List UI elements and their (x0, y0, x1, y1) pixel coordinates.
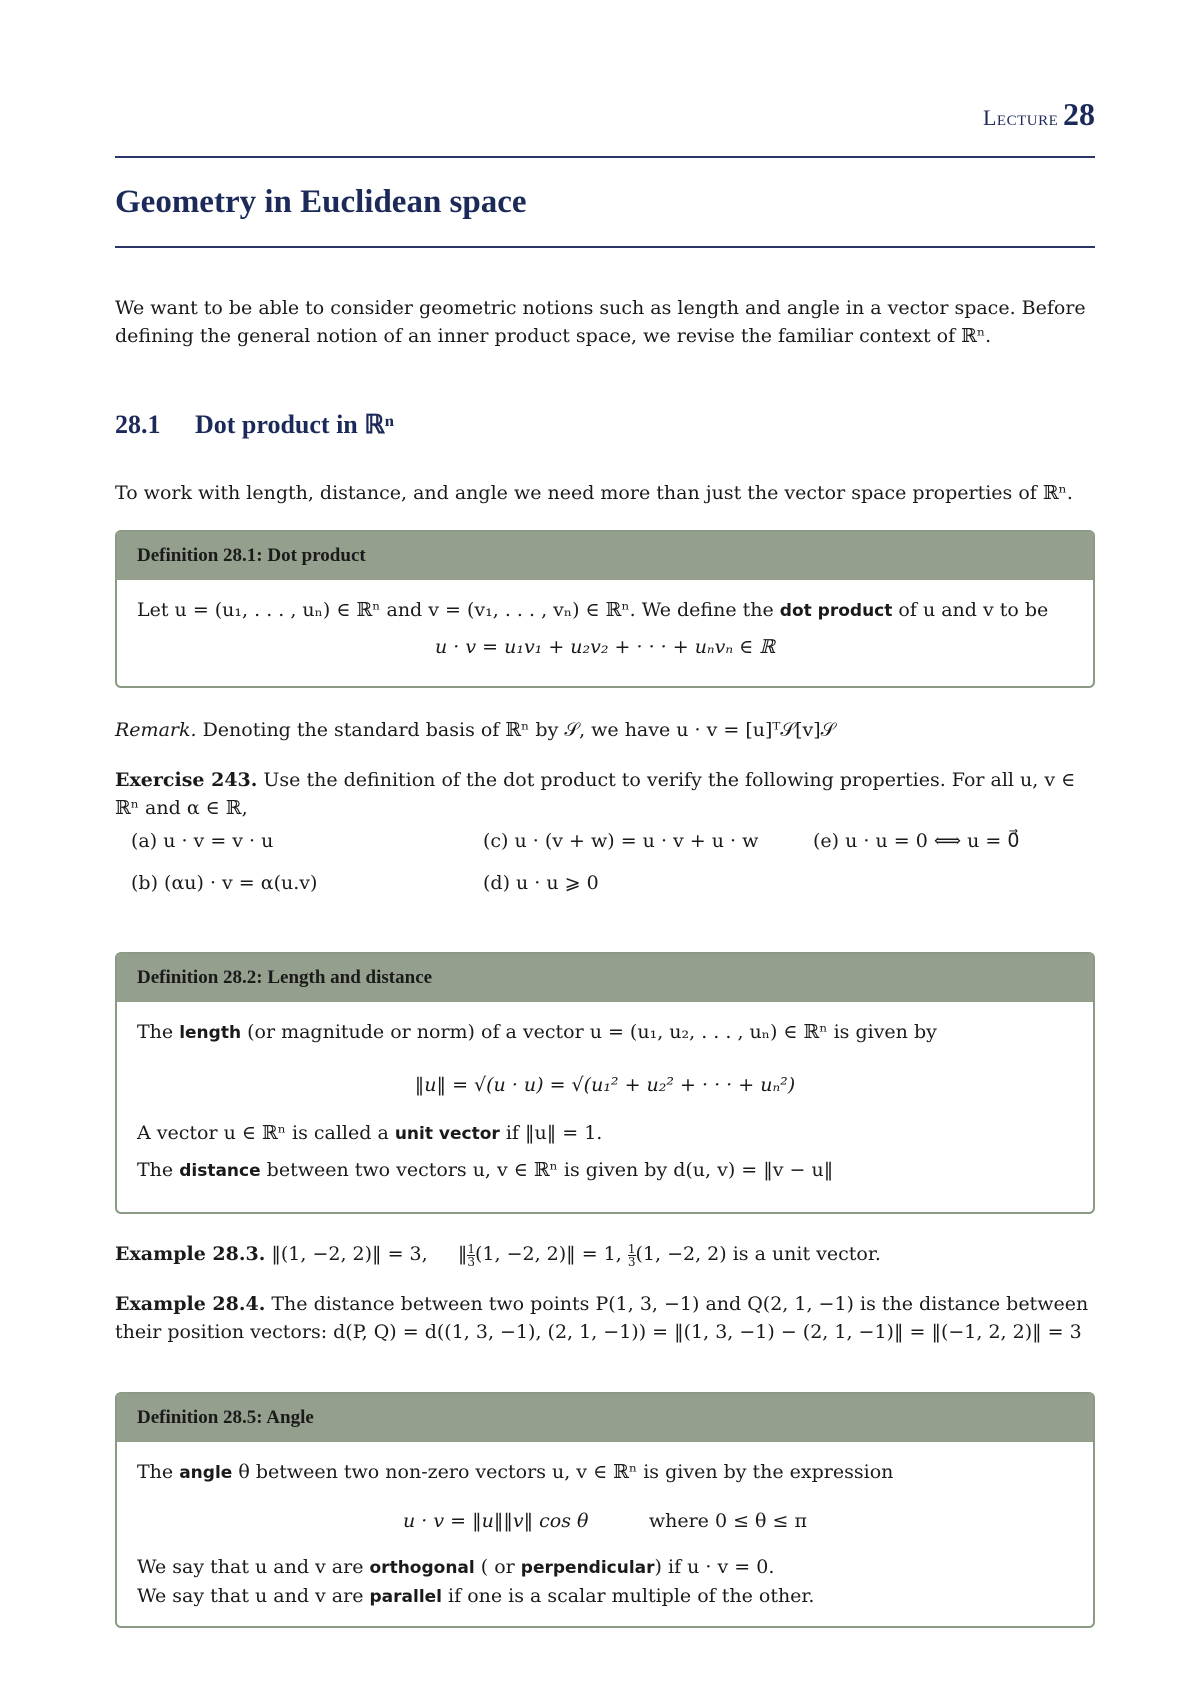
section-heading (115, 410, 394, 440)
def-text-pre: The (137, 1461, 180, 1483)
lecture-word: Lecture (982, 105, 1059, 130)
def-text-post: ) if u · v = 0. (654, 1556, 775, 1578)
angle-formula (137, 1507, 1073, 1535)
example-28-3 (115, 1240, 1095, 1268)
lecture-header (983, 96, 1095, 133)
unit-vector-text (137, 1119, 1073, 1148)
length-formula: ‖u‖ = √(u · u) = √(u₁² + u₂² + · · · + uₙ²) (414, 1074, 796, 1096)
def-text-post: of u and v to be (892, 599, 1049, 621)
fraction-denominator: 3 (467, 1254, 476, 1269)
fraction-one-third (628, 1243, 636, 1268)
def-text-post: θ between two non-zero vectors u, v ∈ ℝⁿ is given by the expression (232, 1461, 894, 1483)
remark-text: Denoting the standard basis of ℝⁿ by 𝒮, we have u · v = [u]ᵀ𝒮[v]𝒮 (202, 719, 836, 741)
def-text-pre: We say that u and v are (137, 1585, 370, 1607)
angle-formula-condition: where 0 ≤ θ ≤ π (648, 1510, 807, 1532)
length-definition-text (137, 1018, 1073, 1047)
example-text-1: ‖(1, −2, 2)‖ = 3, (271, 1243, 428, 1265)
section-title: Dot product in ℝⁿ (195, 410, 394, 439)
orthogonal-text (137, 1553, 1073, 1582)
def-text-pre: The (137, 1021, 180, 1043)
distance-text (137, 1156, 1073, 1185)
fraction-numerator: 1 (467, 1241, 476, 1256)
section-lead: To work with length, distance, and angle we need more than just the vector space properties of ℝⁿ. (115, 482, 1073, 504)
definition-angle (115, 1392, 1095, 1628)
term-unit-vector: unit vector (394, 1124, 500, 1144)
term-parallel: parallel (369, 1587, 443, 1607)
dot-product-formula: u · v = u₁v₁ + u₂v₂ + · · · + uₙvₙ ∈ ℝ (435, 636, 775, 658)
term-angle: angle (179, 1463, 233, 1483)
fraction-numerator: 1 (627, 1241, 636, 1256)
def-text-mid: ( or (474, 1556, 521, 1578)
definition-heading: Definition 28.1: Dot product (117, 532, 1093, 580)
exercise-item-e: (e) u · u = 0 ⟺ u = 0⃗ (813, 830, 1020, 852)
fraction-one-third (467, 1243, 475, 1268)
exercise-item-b: (b) (αu) · v = α(u.v) (131, 872, 318, 894)
def-text-pre: Let u = (u₁, . . . , uₙ) ∈ ℝⁿ and v = (v₁, . . . , vₙ) ∈ ℝⁿ. We define the (137, 599, 780, 621)
term-dot-product: dot product (779, 601, 893, 621)
def-text-post: (or magnitude or norm) of a vector u = (u₁, u₂, . . . , uₙ) ∈ ℝⁿ is given by (241, 1021, 937, 1043)
term-length: length (179, 1023, 242, 1043)
exercise-label: Exercise 243. (115, 769, 258, 791)
example-text: The distance between two points P(1, 3, −1) and Q(2, 1, −1) is the distance between their position vectors: d(P, Q) = d((1, 3, −1), (2, 1, −1)) = ‖(1, 3, −1) − (2, 1, −1)‖ = ‖(−1, 2, 2)‖ = 3 (115, 1293, 1089, 1343)
rule-bottom (115, 246, 1095, 248)
definition-dot-product (115, 530, 1095, 688)
remark (115, 716, 1095, 744)
exercise-item-d: (d) u · u ⩾ 0 (483, 872, 599, 894)
rule-top (115, 156, 1095, 158)
example-28-4 (115, 1290, 1095, 1346)
def-text-post: between two vectors u, v ∈ ℝⁿ is given by d(u, v) = ‖v − u‖ (260, 1159, 834, 1181)
def-text-pre: The (137, 1159, 180, 1181)
def-text-pre: A vector u ∈ ℝⁿ is called a (137, 1122, 395, 1144)
exercise-item-c: (c) u · (v + w) = u · v + u · w (483, 830, 759, 852)
exercise (115, 766, 1095, 822)
term-distance: distance (179, 1161, 261, 1181)
intro-paragraph: We want to be able to consider geometric notions such as length and angle in a vector space. Before defining the general notion of an inner product space, we revise the familiar context of ℝⁿ. (115, 297, 1086, 347)
def-text-pre: We say that u and v are (137, 1556, 370, 1578)
definition-length-distance (115, 952, 1095, 1214)
def-text-post: if ‖u‖ = 1. (499, 1122, 603, 1144)
remark-label: Remark. (115, 719, 197, 741)
parallel-text (137, 1582, 1073, 1611)
term-orthogonal: orthogonal (369, 1558, 475, 1578)
definition-text (137, 596, 1073, 625)
example-text-2b: (1, −2, 2)‖ = 1, (475, 1243, 628, 1265)
exercise-text: Use the definition of the dot product to verify the following properties. For all u, v ∈ ℝⁿ and α ∈ ℝ, (115, 769, 1076, 819)
def-text-post: if one is a scalar multiple of the other. (442, 1585, 815, 1607)
definition-heading: Definition 28.5: Angle (117, 1394, 1093, 1442)
angle-formula-expression: u · v = ‖u‖‖v‖ cos θ (403, 1510, 589, 1532)
fraction-denominator: 3 (627, 1254, 636, 1269)
example-label: Example 28.3. (115, 1243, 266, 1265)
example-label: Example 28.4. (115, 1293, 266, 1315)
exercise-item-a: (a) u · v = v · u (131, 830, 274, 852)
example-text-3: (1, −2, 2) is a unit vector. (635, 1243, 881, 1265)
section-number: 28.1 (115, 410, 161, 439)
lecture-number: 28 (1063, 96, 1095, 132)
term-perpendicular: perpendicular (520, 1558, 655, 1578)
definition-heading: Definition 28.2: Length and distance (117, 954, 1093, 1002)
chapter-title: Geometry in Euclidean space (115, 184, 527, 220)
angle-definition-text (137, 1458, 1073, 1487)
example-text-2a: ‖ (457, 1243, 468, 1265)
